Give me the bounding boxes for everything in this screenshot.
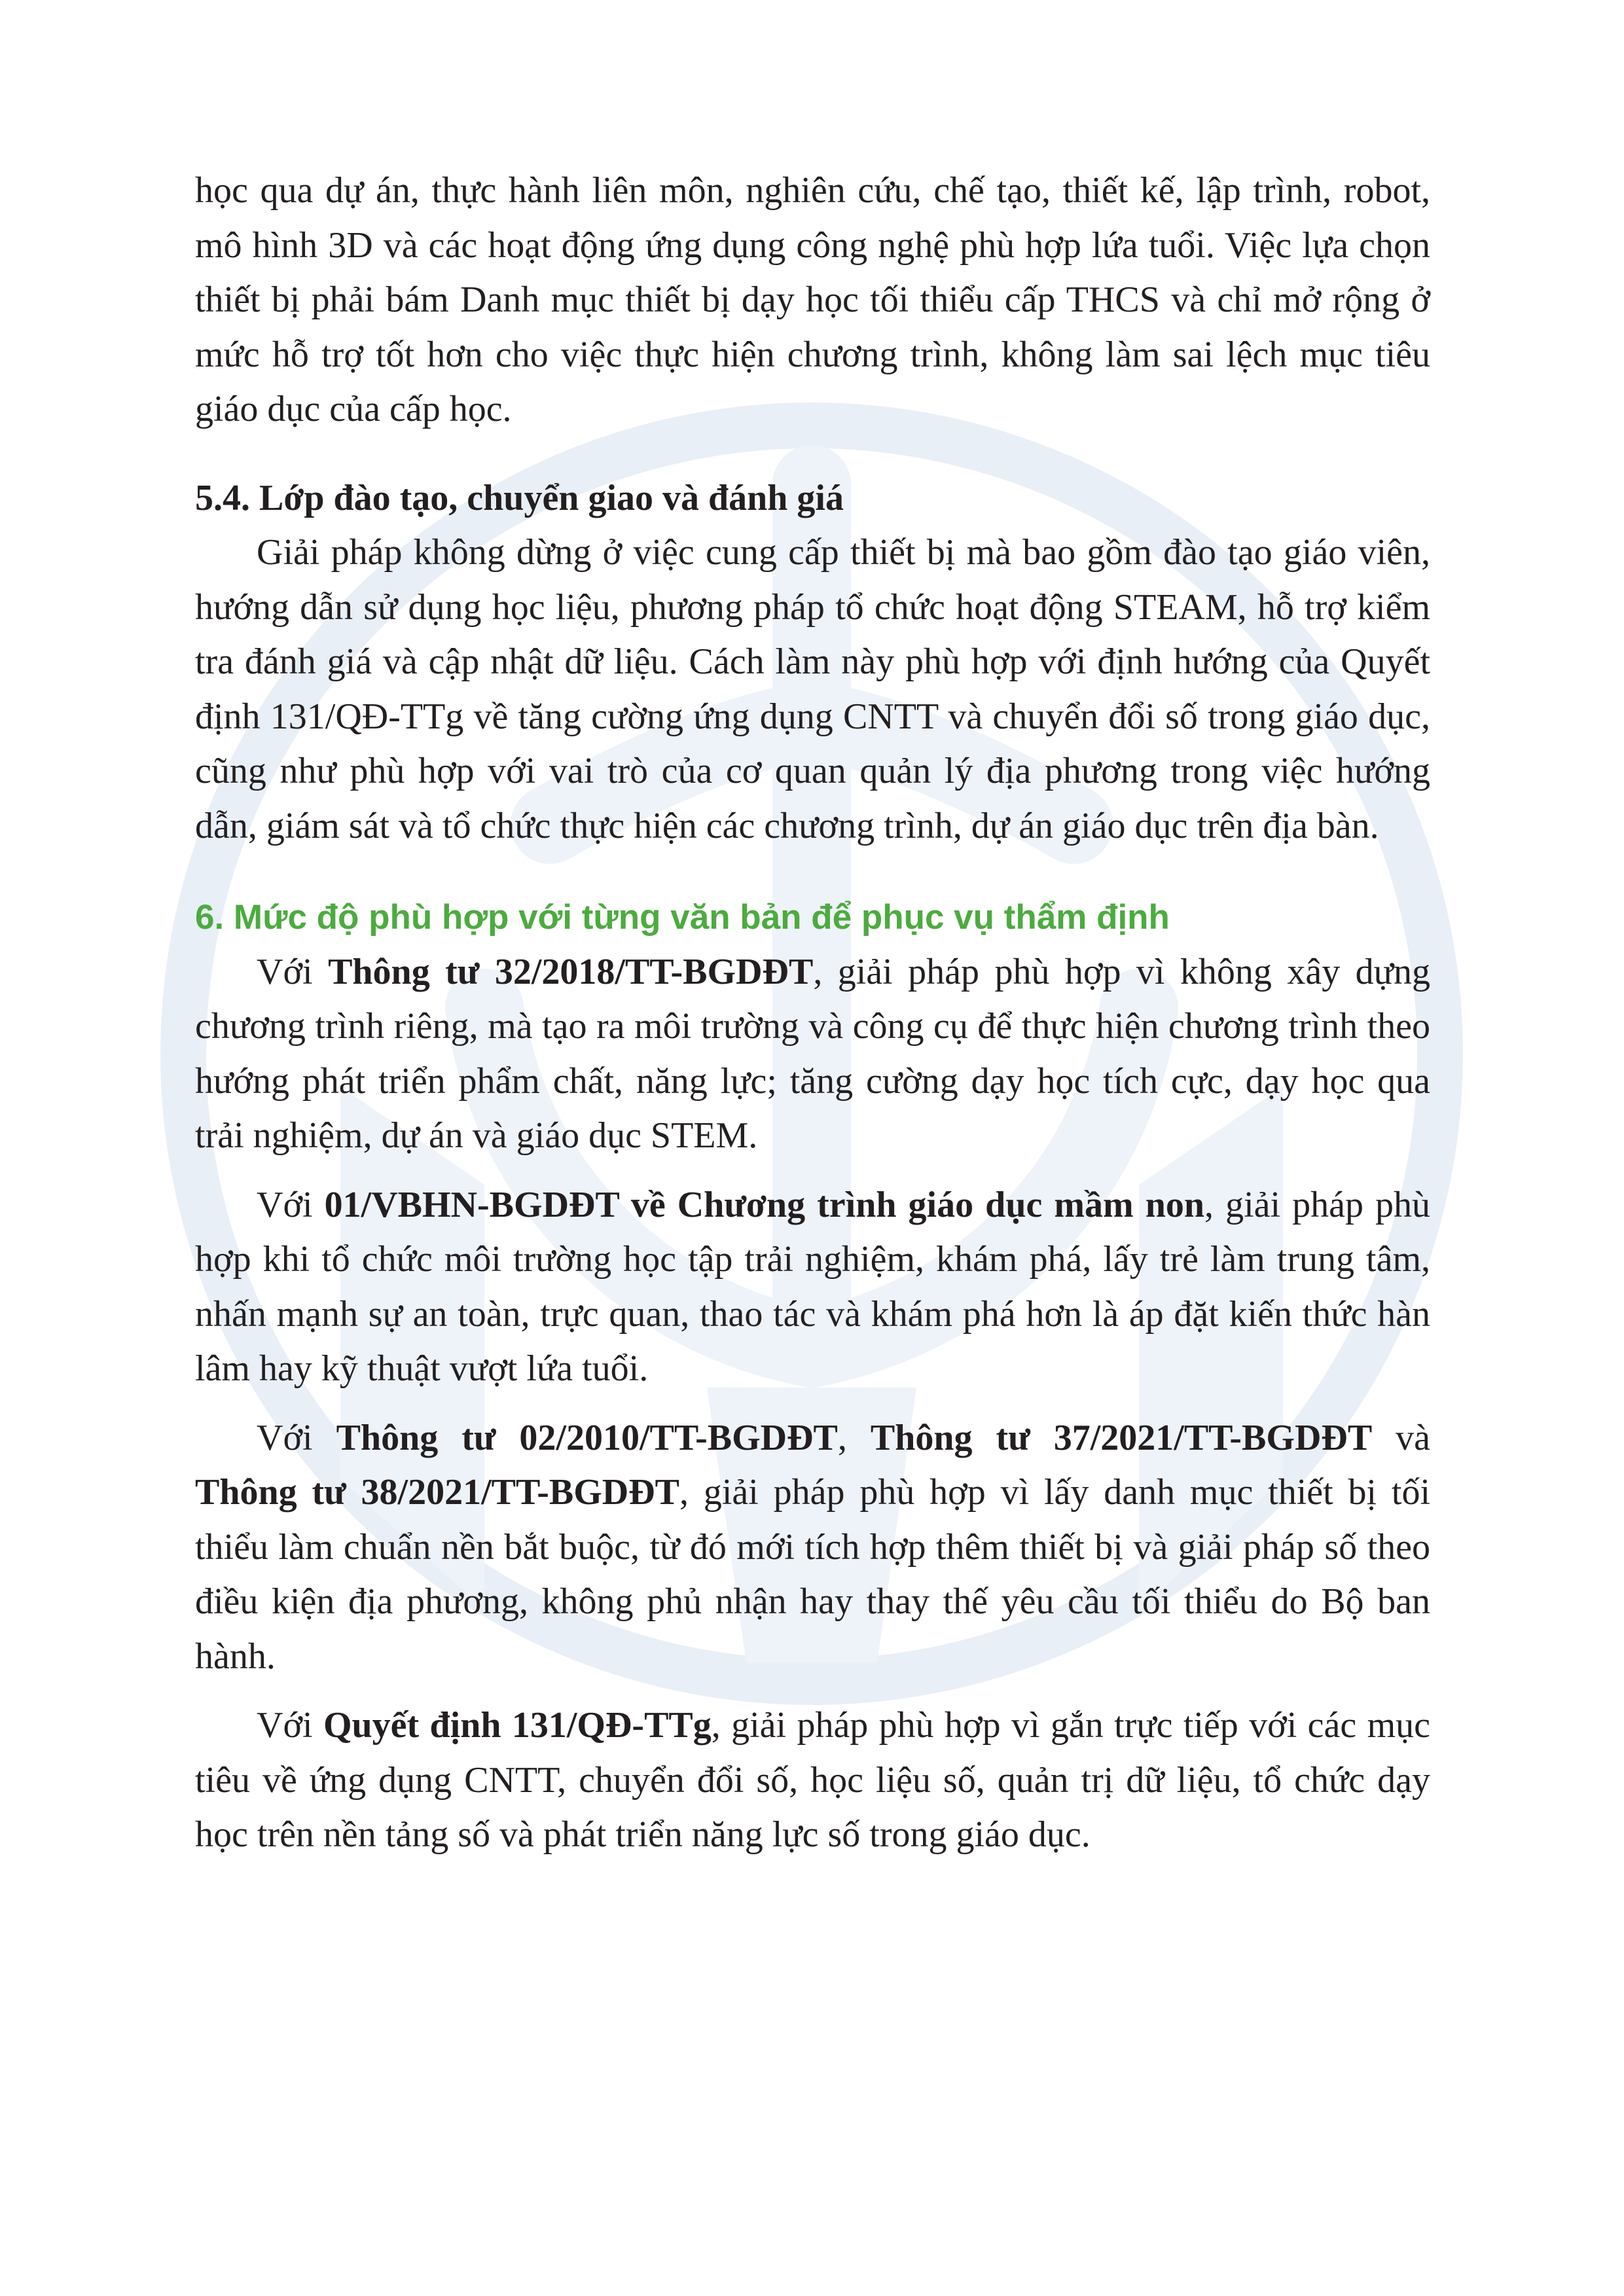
paragraph-prefix: Với — [257, 1705, 323, 1746]
paragraph-prefix: Với — [257, 951, 329, 992]
regulation-name: Thông tư 32/2018/TT-BGDĐT — [328, 951, 814, 992]
regulation-name: 01/VBHN-BGDĐT về Chương trình giáo dục mầm non — [324, 1184, 1205, 1225]
paragraph-text: , giải pháp phù hợp vì lấy danh mục thiết bị tối thiểu làm chuẩn nền bắt buộc, từ đó mới tích hợp thêm thiết bị và giải pháp số theo điều kiện địa phương, không phủ nhận hay thay thế yêu cầu tối thiểu do Bộ ban hành. — [195, 1472, 1431, 1677]
regulation-name-2: Thông tư 37/2021/TT-BGDĐT — [870, 1417, 1373, 1458]
intro-paragraph: học qua dự án, thực hành liên môn, nghiên cứu, chế tạo, thiết kế, lập trình, robot, mô hình 3D và các hoạt động ứng dụng công nghệ phù hợp lứa tuổi. Việc lựa chọn thiết bị phải bám Danh mục thiết bị dạy học tối thiểu cấp THCS và chỉ mở rộng ở mức hỗ trợ tốt hơn cho việc thực hiện chương trình, không làm sai lệch mục tiêu giáo dục của cấp học. — [195, 170, 1430, 429]
paragraph-text: , giải pháp phù hợp vì không xây dựng chương trình riêng, mà tạo ra môi trường và công cụ để thực hiện chương trình theo hướng phát triển phẩm chất, năng lực; tăng cường dạy học tích cực, dạy học qua trải nghiệm, dự án và giáo dục STEM. — [195, 951, 1430, 1156]
section-6-heading: 6. Mức độ phù hợp với từng văn bản để phục vụ thẩm định — [195, 898, 1170, 937]
paragraph-text: , giải pháp phù hợp khi tổ chức môi trường học tập trải nghiệm, khám phá, lấy trẻ làm trung tâm, nhấn mạnh sự an toàn, trực quan, thao tác và khám phá hơn là áp đặt kiến thức hàn lâm hay kỹ thuật vượt lứa tuổi. — [195, 1184, 1430, 1389]
regulation-name: Quyết định 131/QĐ-TTg — [323, 1705, 712, 1746]
paragraph-text: , giải pháp phù hợp vì gắn trực tiếp với các mục tiêu về ứng dụng CNTT, chuyển đổi số, học liệu số, quản trị dữ liệu, tổ chức dạy học trên nền tảng số và phát triển năng lực số trong giáo dục. — [195, 1705, 1430, 1855]
section-6-paragraph-2 — [195, 1178, 1430, 1397]
paragraph-prefix: Với — [257, 1417, 336, 1458]
regulation-name-1: Thông tư 02/2010/TT-BGDĐT — [336, 1417, 838, 1458]
document-page — [195, 164, 1430, 1863]
section-5-4-heading: 5.4. Lớp đào tạo, chuyển giao và đánh giá — [195, 477, 844, 518]
section-6-paragraph-4 — [195, 1698, 1430, 1863]
section-6-paragraph-3 — [195, 1411, 1430, 1685]
separator: và — [1372, 1417, 1431, 1458]
paragraph-prefix: Với — [257, 1184, 325, 1225]
section-5-4-body: Giải pháp không dừng ở việc cung cấp thiết bị mà bao gồm đào tạo giáo viên, hướng dẫn sử dụng học liệu, phương pháp tổ chức hoạt động STEAM, hỗ trợ kiểm tra đánh giá và cập nhật dữ liệu. Cách làm này phù hợp với định hướng của Quyết định 131/QĐ-TTg về tăng cường ứng dụng CNTT và chuyển đổi số trong giáo dục, cũng như phù hợp với vai trò của cơ quan quản lý địa phương trong việc hướng dẫn, giám sát và tổ chức thực hiện các chương trình, dự án giáo dục trên địa bàn. — [195, 532, 1430, 846]
separator: , — [837, 1417, 871, 1458]
regulation-name-3: Thông tư 38/2021/TT-BGDĐT — [195, 1472, 680, 1513]
section-6-paragraph-1 — [195, 945, 1430, 1164]
